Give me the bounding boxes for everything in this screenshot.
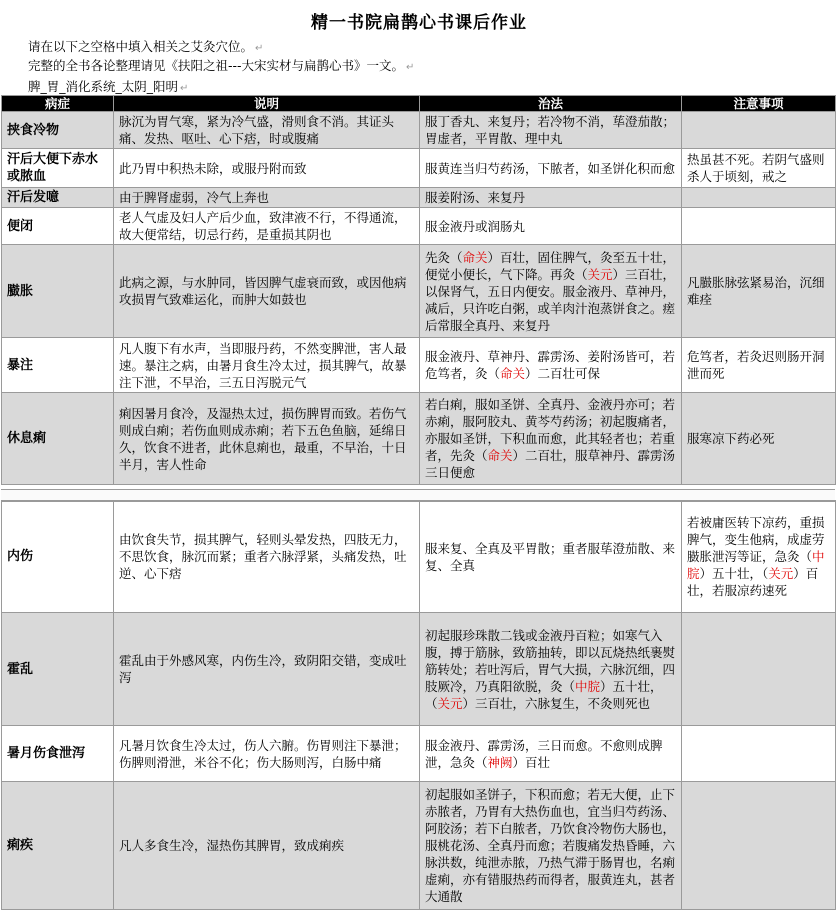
table-row (2, 245, 836, 338)
description-cell: 老人气虚及妇人产后少血，致津液不行，不得通流，故大便常结，切忌行药，是重损其阴也 (114, 208, 420, 245)
table-row (2, 112, 836, 149)
description-cell: 凡暑月饮食生冷太过，伤人六腑。伤胃则注下暴泄；伤脾则滑泄，米谷不化；伤大肠则泻，白肠中痛 (114, 726, 420, 782)
notes-cell: 凡臌胀脉弦紧易治，沉细难痊 (682, 245, 836, 338)
description-cell: 痢因暑月食冷，及湿热太过，损伤脾胃而致。若伤气则成白痢；若伤血则成赤痢；若下五色鱼脑，延绵日久，饮食不进者，此休息痢也，最重，不早治，十日半月，害人性命 (114, 393, 420, 485)
table-row (2, 501, 836, 613)
notes-cell: 服寒凉下药必死 (682, 393, 836, 485)
treatment-cell: 若白痢，服如圣饼、全真丹、金液丹亦可；若赤痢，服阿胶丸、黄芩芍药汤；初起腹痛者，亦服如圣饼，下积血而愈，此其轻者也；若重者，先灸（命关）二百壮，服草神丹、霹雳汤三日便愈 (420, 393, 682, 485)
table-header-row (2, 96, 836, 112)
description-cell: 由饮食失节，损其脾气，轻则头晕发热，四肢无力，不思饮食，脉沉而紧；重者六脉浮紧，头痛发热，吐逆、心下痞 (114, 501, 420, 613)
treatment-cell: 服丁香丸、来复丹；若冷物不消，荜澄茄散；胃虚者，平胃散、理中丸 (420, 112, 682, 149)
description-cell: 凡人腹下有水声，当即服丹药，不然变脾泄，害人最速。暴注之病，由暑月食生冷太过，损其脾气，故暴注下泄，不早治，三五日泻脱元气 (114, 338, 420, 393)
header-description: 说明 (114, 96, 420, 112)
acupoint-answer: 命关 (500, 366, 526, 381)
condition-cell: 休息痢 (2, 393, 114, 485)
intro-line-2: 完整的全书各论整理请见《扶阳之祖---大宋实材与扁鹊心书》一文。 ↵ (28, 58, 415, 73)
acupoint-answer: 中脘 (575, 678, 601, 694)
treatment-cell: 初起服如圣饼子，下积而愈；若无大便，止下赤脓者，乃胃有大热伤血也，宜当归芍药汤、阿胶汤；若下白脓者，乃饮食冷物伤大肠也，服桃花汤、全真丹而愈；若腹痛发热昏睡，六脉洪数，纯泄赤脓，乃热气滞于肠胃也，名痢虚痢，亦有错服热药而得者，服黄连丸，甚者大通散 (420, 782, 682, 910)
treatment-cell: 服姜附汤、来复丹 (420, 188, 682, 208)
header-condition: 病症 (2, 96, 114, 112)
notes-cell (682, 726, 836, 782)
description-cell: 凡人多食生冷，湿热伤其脾胃，致成痢疾 (114, 782, 420, 910)
notes-cell (682, 782, 836, 910)
section-subtitle: 脾_胃_消化系统_太阴_阳明 ↵ (28, 79, 189, 94)
description-cell: 此病之源，与水肿同，皆因脾气虚衰而致，或因他病攻损胃气致难运化，而肿大如鼓也 (114, 245, 420, 338)
condition-cell: 内伤 (2, 501, 114, 613)
treatment-cell: 服金液丹或润肠丸 (420, 208, 682, 245)
description-cell: 由于脾肾虚弱，冷气上奔也 (114, 188, 420, 208)
table-row (2, 208, 836, 245)
notes-cell (682, 613, 836, 726)
table-row (2, 338, 836, 393)
treatment-cell: 先灸（命关）百壮，固住脾气，灸至五十壮，便觉小便长，气下降。再灸（关元）三百壮，以保肾气，五日内便安。服金液丹、草神丹，减后，只许吃白粥，或羊肉汁泡蒸饼食之。瘥后常服全真丹、来复丹 (420, 245, 682, 338)
condition-cell: 便闭 (2, 208, 114, 245)
notes-cell: 危笃者，若灸迟则肠开洞泄而死 (682, 338, 836, 393)
treatment-cell: 服来复、全真及平胃散；重者服荜澄茄散、来复、全真 (420, 501, 682, 613)
acupoint-answer: 命关 (462, 249, 488, 265)
intro-line-1: 请在以下之空格中填入相关之艾灸穴位。 ↵ (28, 39, 264, 54)
intro-text (28, 38, 414, 76)
condition-cell: 挟食冷物 (2, 112, 114, 149)
treatment-cell: 服金液丹、霹雳汤，三日而愈。不愈则成脾泄，急灸（神阙）百壮 (420, 726, 682, 782)
header-notes: 注意事项 (682, 96, 836, 112)
acupoint-answer: 关元 (587, 266, 613, 282)
table-row (2, 613, 836, 726)
notes-cell: 若被庸医转下凉药，重损脾气，变生他病，成虚劳臌胀泄泻等证，急灸（中脘）五十壮，（关元）百壮，若服凉药速死 (682, 501, 836, 613)
table-row (2, 782, 836, 910)
notes-cell (682, 112, 836, 149)
treatment-table-2 (1, 500, 836, 910)
acupoint-answer: 关元 (437, 695, 463, 711)
page-title: 精一书院扁鹊心书课后作业 (311, 13, 527, 33)
notes-cell (682, 208, 836, 245)
condition-cell: 暴注 (2, 338, 114, 393)
condition-cell: 霍乱 (2, 613, 114, 726)
acupoint-answer: 命关 (487, 448, 513, 463)
table-row (2, 393, 836, 485)
treatment-table-1 (1, 95, 836, 485)
table-row (2, 726, 836, 782)
treatment-cell: 初起服珍珠散二钱或金液丹百粒；如寒气入腹，搏于筋脉，致筋抽转，即以瓦烧热纸裹熨筋转处；若吐泻后，胃气大损，六脉沉细，四肢厥冷，乃真阳欲脱，灸（中脘）五十壮，（关元）三百壮，六脉复生，不灸则死也 (420, 613, 682, 726)
condition-cell: 痢疾 (2, 782, 114, 910)
condition-cell: 汗后大便下赤水或脓血 (2, 149, 114, 188)
description-cell: 霍乱由于外感风寒，内伤生冷，致阴阳交错，变成吐泻 (114, 613, 420, 726)
treatment-cell: 服金液丹、草神丹、霹雳汤、姜附汤皆可，若危笃者，灸（命关）二百壮可保 (420, 338, 682, 393)
treatment-cell: 服黄连当归芍药汤，下脓者，如圣饼化积而愈 (420, 149, 682, 188)
acupoint-answer: 中脘 (687, 549, 825, 581)
acupoint-answer: 神阙 (487, 754, 513, 770)
description-cell: 脉沉为胃气寒，紧为冷气盛，滑则食不消。其证头痛、发热、呕吐、心下痞，时或腹痛 (114, 112, 420, 149)
notes-cell: 热虽甚不死。若阴气盛则杀人于顷刻，戒之 (682, 149, 836, 188)
table-row (2, 149, 836, 188)
condition-cell: 臌胀 (2, 245, 114, 338)
acupoint-answer: 关元 (768, 566, 794, 581)
condition-cell: 汗后发噫 (2, 188, 114, 208)
condition-cell: 暑月伤食泄泻 (2, 726, 114, 782)
header-treatment: 治法 (420, 96, 682, 112)
description-cell: 此乃胃中积热未除，或服丹附而致 (114, 149, 420, 188)
notes-cell (682, 188, 836, 208)
table-row (2, 188, 836, 208)
